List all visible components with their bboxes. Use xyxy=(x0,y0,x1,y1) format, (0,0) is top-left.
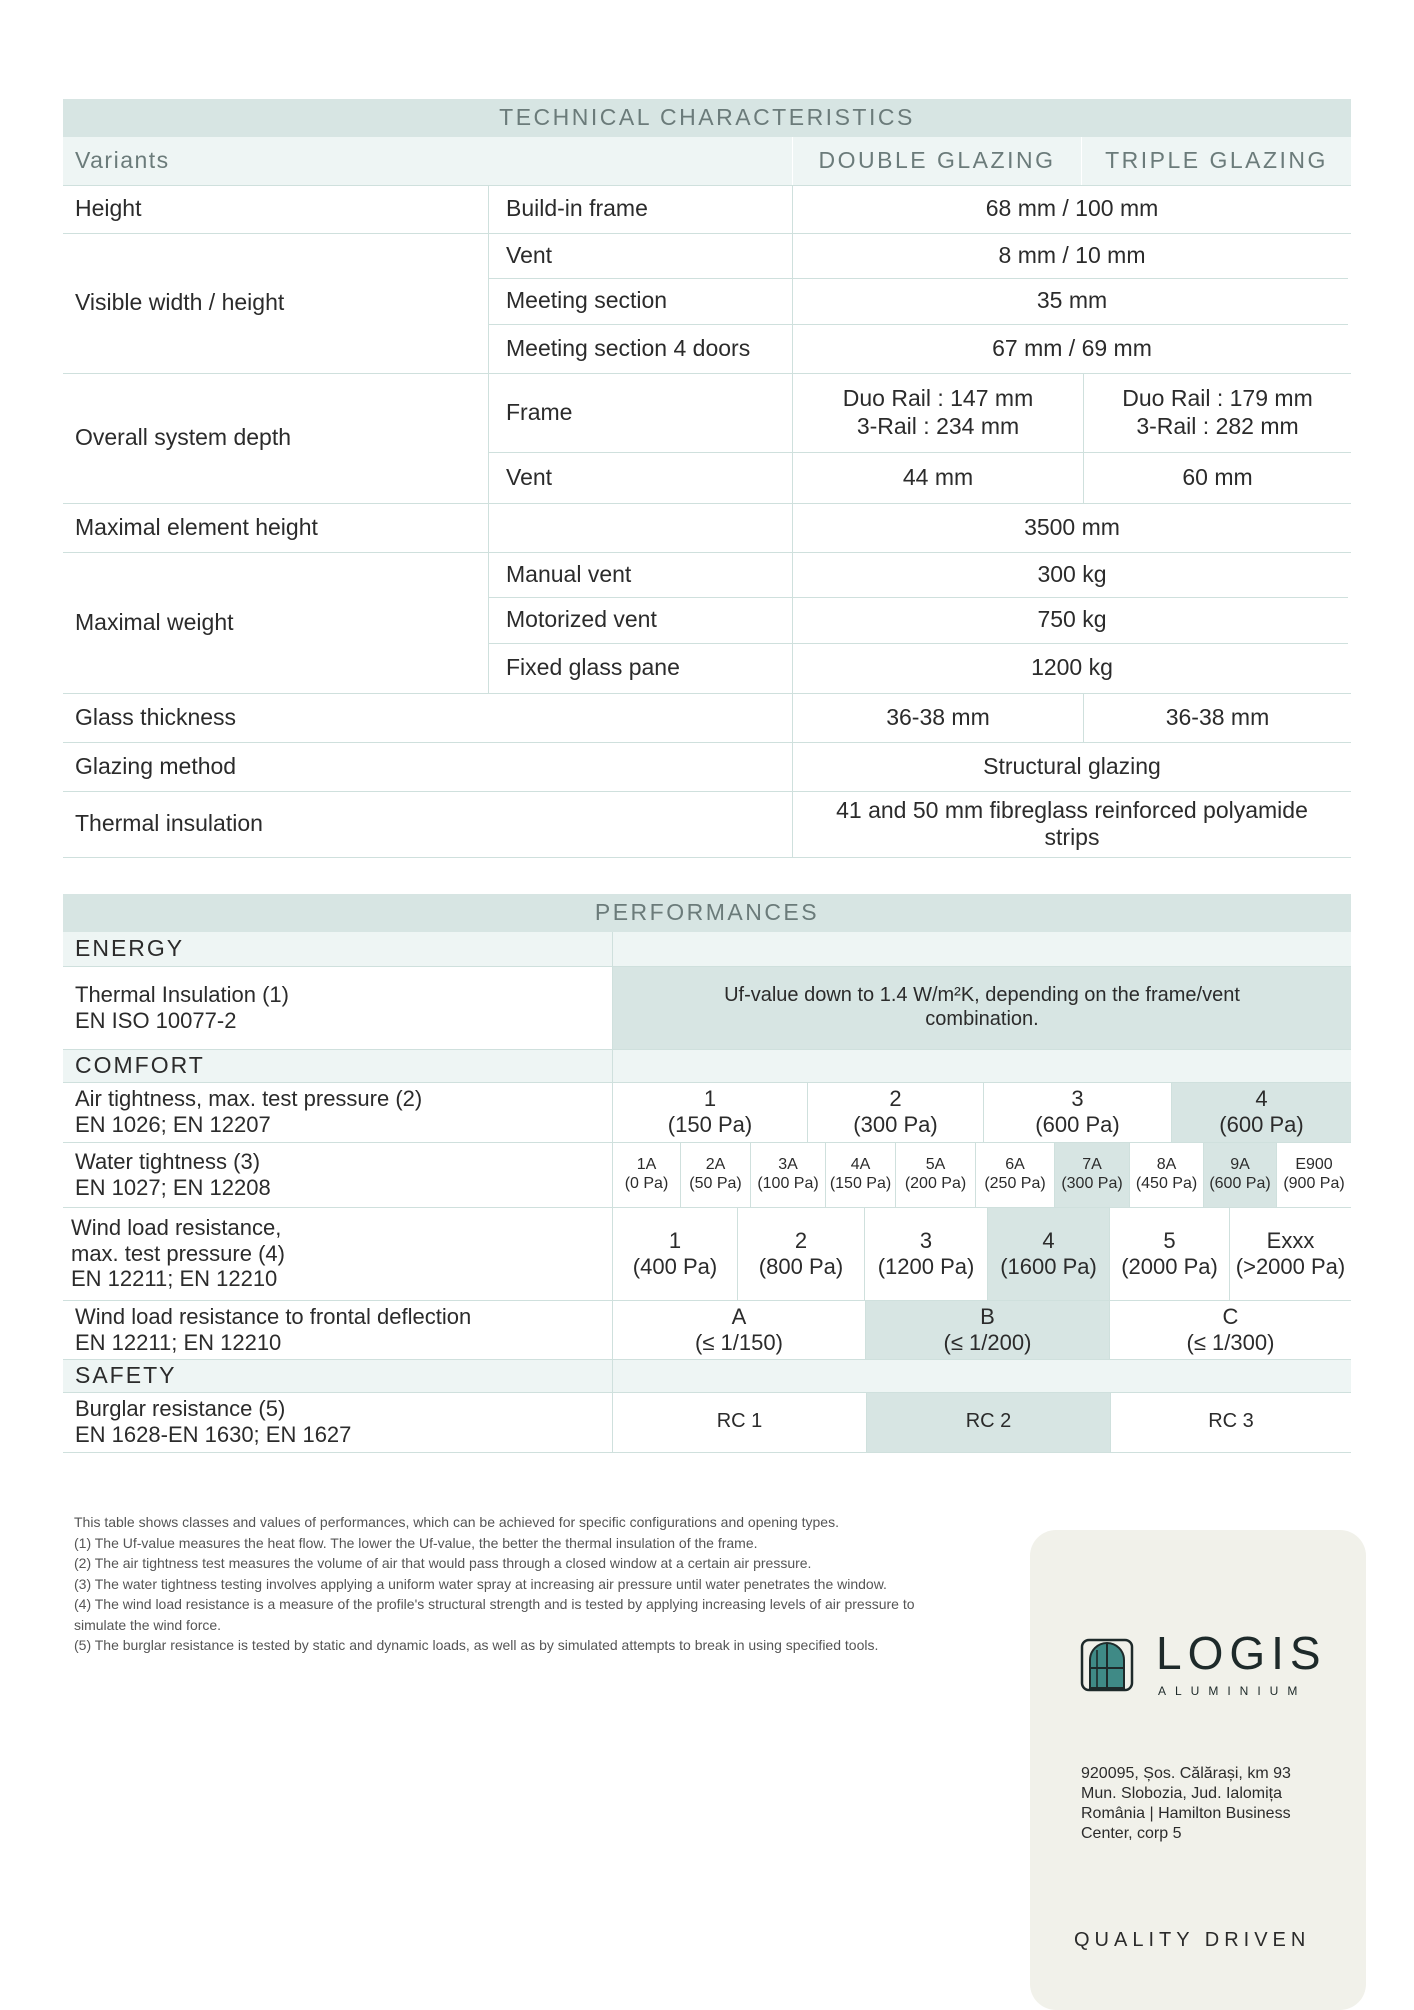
glass-double-value: 36-38 mm xyxy=(886,703,990,730)
height-value: 68 mm / 100 mm xyxy=(985,195,1159,222)
fixed-pane-label: Fixed glass pane xyxy=(506,654,680,681)
deflection-class-b: B (≤ 1/200) xyxy=(943,1303,1032,1355)
address-line-2: Mun. Slobozia, Jud. Ialomița xyxy=(1081,1785,1282,1802)
wind-load-label xyxy=(71,1207,611,1300)
perf-title: PERFORMANCES xyxy=(594,899,820,926)
wind-label-2: max. test pressure (4) xyxy=(71,1240,285,1266)
glass-thickness-label: Glass thickness xyxy=(75,703,237,730)
frame-triple-duo: Duo Rail : 179 mm xyxy=(1122,385,1313,412)
burglar-label-2: EN 1628-EN 1630; EN 1627 xyxy=(75,1422,352,1447)
air-class-1: 1 (150 Pa) xyxy=(667,1086,753,1137)
water-class-5a: 5A (200 Pa) xyxy=(904,1155,967,1192)
frame-label: Frame xyxy=(506,398,573,425)
burglar-rc1: RC 1 xyxy=(716,1410,763,1433)
air-tightness-label xyxy=(63,1082,611,1142)
max-height-value: 3500 mm xyxy=(1024,513,1120,540)
water-class-3a: 3A (100 Pa) xyxy=(757,1155,819,1192)
vent-label: Vent xyxy=(506,241,553,268)
depth-vent-label: Vent xyxy=(506,463,553,490)
manual-vent-label: Manual vent xyxy=(506,560,632,587)
thermal-insulation-label: Thermal insulation xyxy=(75,810,263,837)
max-weight-label: Maximal weight xyxy=(75,608,234,635)
perf-thermal-label-1: Thermal Insulation (1) xyxy=(75,981,289,1007)
logis-logo-icon xyxy=(1080,1638,1134,1692)
footnote-3: (3) The water tightness testing involves applying a uniform water spray at increasing air pressure until water penetrates the window. xyxy=(74,1575,887,1592)
perf-thermal-label xyxy=(63,966,611,1049)
water-label-2: EN 1027; EN 12208 xyxy=(75,1174,271,1200)
depth-vent-triple: 60 mm xyxy=(1182,463,1253,490)
motorized-vent-value: 750 kg xyxy=(1037,606,1107,633)
frame-triple-3rail: 3-Rail : 282 mm xyxy=(1136,412,1299,439)
burglar-label xyxy=(63,1392,611,1452)
safety-section: SAFETY xyxy=(75,1361,177,1388)
deflection-class-a: A (≤ 1/150) xyxy=(695,1303,783,1355)
address-line-4: Center, corp 5 xyxy=(1081,1825,1182,1842)
variants-label: Variants xyxy=(75,147,170,174)
comfort-section: COMFORT xyxy=(75,1051,205,1078)
meeting-section-4doors-label: Meeting section 4 doors xyxy=(506,334,751,361)
footnote-5: (5) The burglar resistance is tested by static and dynamic loads, as well as by simulated attempts to break in using specified tools. xyxy=(74,1637,879,1653)
build-in-frame-label: Build-in frame xyxy=(506,195,648,222)
col-double-glazing: DOUBLE GLAZING xyxy=(818,147,1056,174)
tech-title: TECHNICAL CHARACTERISTICS xyxy=(499,104,915,131)
motorized-vent-label: Motorized vent xyxy=(506,606,657,633)
thermal-insulation-value xyxy=(793,791,1351,857)
meeting-section-4doors-value: 67 mm / 69 mm xyxy=(992,334,1152,361)
address-line-1: 920095, Șos. Călărași, km 93 xyxy=(1081,1765,1291,1782)
height-label: Height xyxy=(75,195,142,222)
frame-double-value xyxy=(793,373,1083,452)
water-class-4a: 4A (150 Pa) xyxy=(829,1155,892,1192)
address-line-3: România | Hamilton Business xyxy=(1081,1805,1291,1822)
water-class-9a: 9A (600 Pa) xyxy=(1209,1155,1271,1192)
wind-class-4: 4 (1600 Pa) xyxy=(1000,1227,1097,1279)
glazing-method-value: Structural glazing xyxy=(983,752,1161,779)
air-label-1: Air tightness, max. test pressure (2) xyxy=(75,1086,423,1112)
frame-triple-value xyxy=(1084,373,1351,452)
water-class-e900: E900 (900 Pa) xyxy=(1283,1155,1345,1192)
burglar-label-1: Burglar resistance (5) xyxy=(75,1396,286,1422)
visible-width-label: Visible width / height xyxy=(75,289,285,316)
fixed-pane-value: 1200 kg xyxy=(1031,654,1113,681)
brand-name: LOGIS xyxy=(1156,1627,1327,1679)
meeting-section-label: Meeting section xyxy=(506,287,668,314)
glazing-method-label: Glazing method xyxy=(75,752,237,779)
water-class-6a: 6A (250 Pa) xyxy=(984,1155,1046,1192)
deflection-label-2: EN 12211; EN 12210 xyxy=(75,1329,282,1355)
deflection-class-c: C (≤ 1/300) xyxy=(1186,1303,1275,1355)
air-class-3: 3 (600 Pa) xyxy=(1035,1086,1120,1137)
wind-label-3: EN 12211; EN 12210 xyxy=(71,1266,278,1292)
water-label-1: Water tightness (3) xyxy=(75,1148,261,1174)
glass-triple-value: 36-38 mm xyxy=(1165,703,1270,730)
wind-class-3: 3 (1200 Pa) xyxy=(877,1227,975,1279)
frame-double-3rail: 3-Rail : 234 mm xyxy=(856,412,1020,439)
air-class-2: 2 (300 Pa) xyxy=(853,1086,938,1137)
water-tightness-label xyxy=(63,1142,611,1207)
footnote-4: (4) The wind load resistance is a measure of the profile's structural strength and is tested by applying increasing levels of air pressure to simulate the wind force. xyxy=(74,1596,915,1633)
col-triple-glazing: TRIPLE GLAZING xyxy=(1105,147,1328,174)
burglar-rc2: RC 2 xyxy=(965,1410,1012,1433)
perf-thermal-value-2: combination. xyxy=(925,1007,1039,1030)
wind-class-1: 1 (400 Pa) xyxy=(632,1227,718,1279)
thermal-line-1: 41 and 50 mm fibreglass reinforced polyamide xyxy=(836,796,1308,823)
footnote-intro: This table shows classes and values of performances, which can be achieved for specific configurations and opening types. xyxy=(74,1514,839,1530)
frame-double-duo: Duo Rail : 147 mm xyxy=(842,385,1034,412)
footnote-1: (1) The Uf-value measures the heat flow. The lower the Uf-value, the better the thermal insulation of the frame. xyxy=(74,1534,758,1551)
depth-vent-double: 44 mm xyxy=(902,463,974,490)
water-class-8a: 8A (450 Pa) xyxy=(1135,1155,1198,1192)
wind-class-2: 2 (800 Pa) xyxy=(758,1227,844,1279)
max-height-label: Maximal element height xyxy=(75,513,318,540)
manual-vent-value: 300 kg xyxy=(1037,560,1107,587)
footnote-2: (2) The air tightness test measures the volume of air that would pass through a closed window at a certain air pressure. xyxy=(74,1555,812,1571)
tagline: QUALITY DRIVEN xyxy=(1074,1929,1311,1951)
energy-section: ENERGY xyxy=(75,935,185,962)
air-label-2: EN 1026; EN 12207 xyxy=(75,1112,271,1137)
wind-class-exxx: Exxx (>2000 Pa) xyxy=(1235,1227,1346,1279)
deflection-label-1: Wind load resistance to frontal deflection xyxy=(75,1303,472,1329)
deflection-label xyxy=(63,1300,611,1359)
air-class-4: 4 (600 Pa) xyxy=(1219,1086,1304,1137)
wind-label-1: Wind load resistance, xyxy=(71,1214,282,1240)
water-class-7a: 7A (300 Pa) xyxy=(1061,1155,1123,1192)
brand-sub: ALUMINIUM xyxy=(1158,1684,1307,1698)
wind-class-5: 5 (2000 Pa) xyxy=(1121,1227,1218,1279)
thermal-line-2: strips xyxy=(1044,824,1100,850)
burglar-rc3: RC 3 xyxy=(1208,1410,1254,1433)
system-depth-label: Overall system depth xyxy=(75,424,292,451)
vent-value: 8 mm / 10 mm xyxy=(998,241,1146,268)
footnotes xyxy=(74,1512,962,1656)
perf-thermal-label-2: EN ISO 10077-2 xyxy=(75,1007,237,1033)
water-class-1a: 1A (0 Pa) xyxy=(624,1155,669,1192)
brand-address xyxy=(1081,1764,1341,1844)
meeting-section-value: 35 mm xyxy=(1036,287,1108,314)
perf-thermal-value xyxy=(613,966,1351,1049)
perf-thermal-value-1: Uf-value down to 1.4 W/m²K, depending on the frame/vent xyxy=(724,983,1240,1006)
water-class-2a: 2A (50 Pa) xyxy=(689,1155,742,1192)
